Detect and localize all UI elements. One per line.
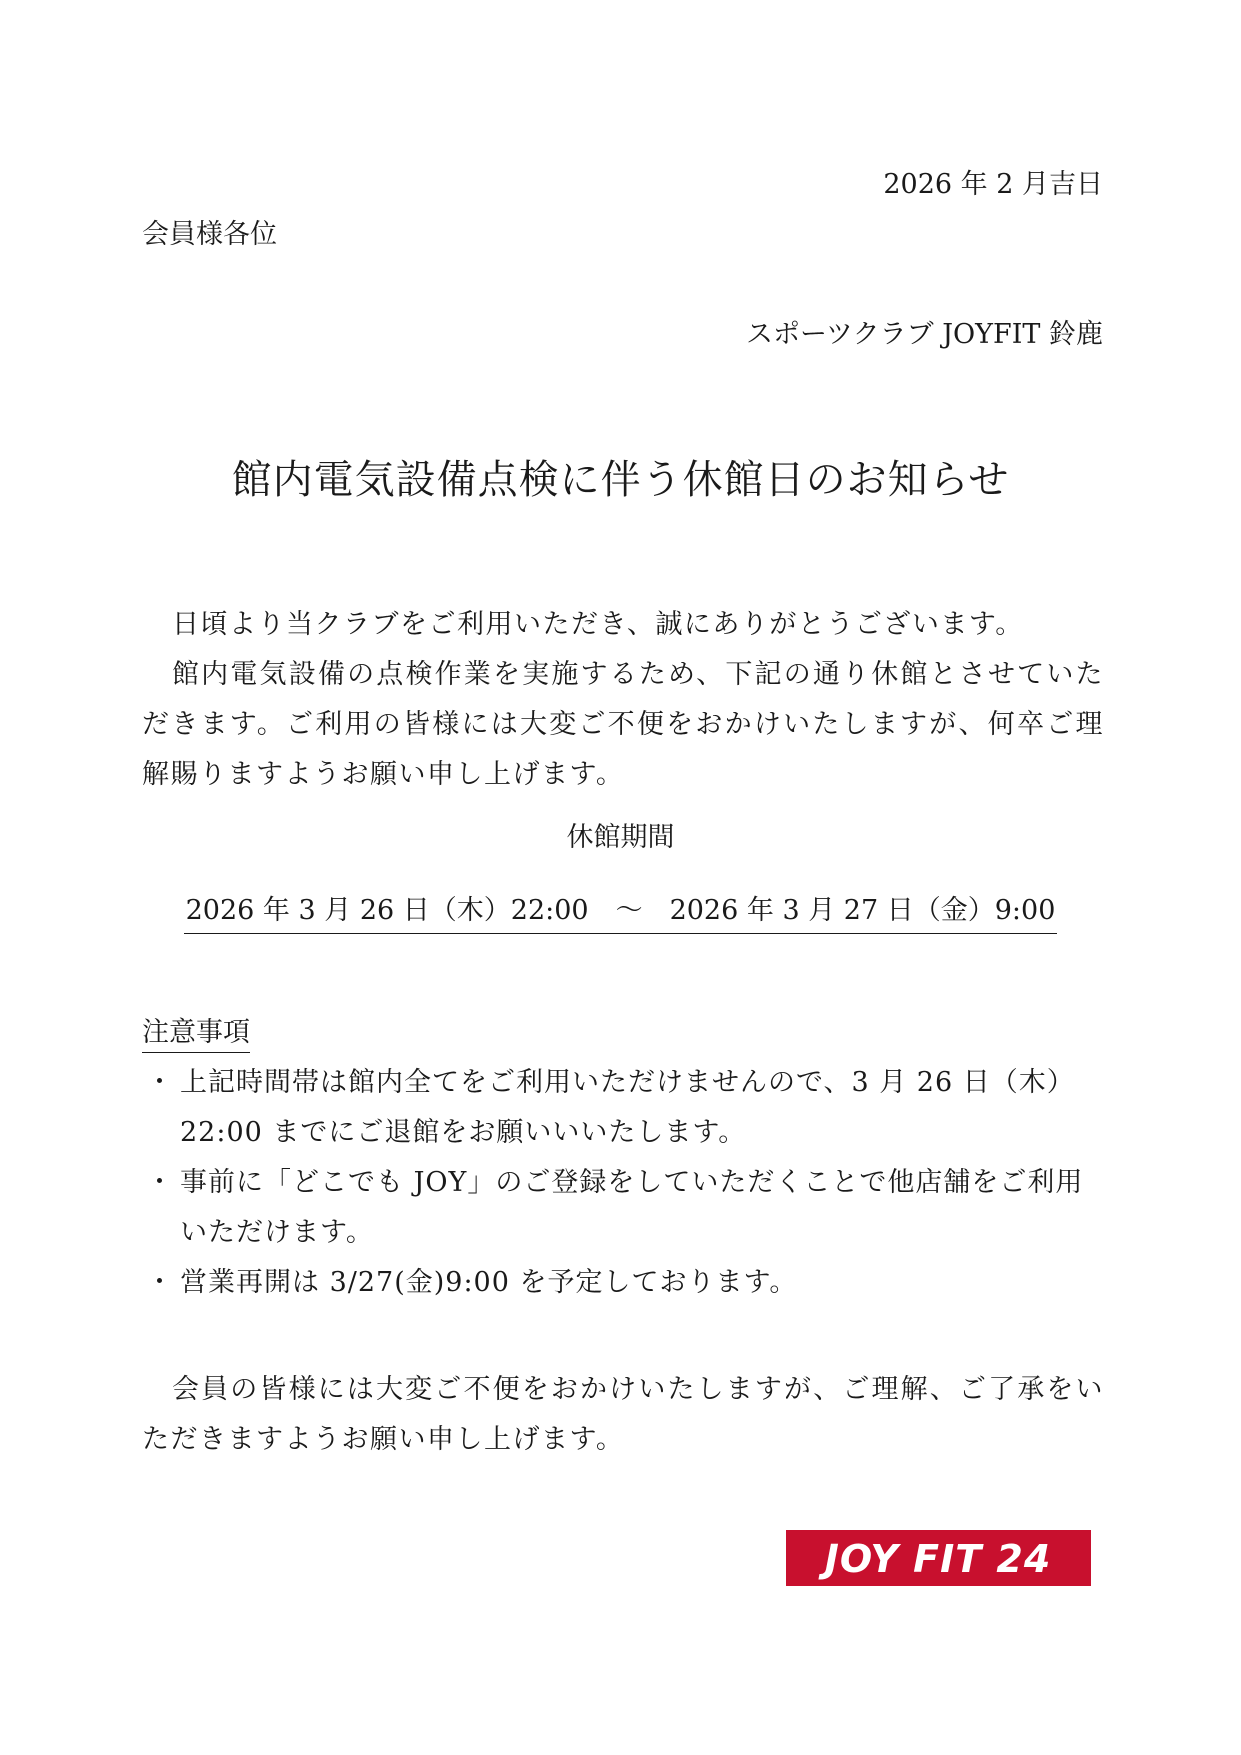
closure-period	[0, 888, 1241, 934]
notes-list	[142, 1058, 1104, 1308]
closure-period-label: 休館期間	[566, 822, 675, 853]
notice-body	[142, 600, 1104, 800]
list-item	[142, 1158, 1104, 1258]
issue-date: 2026 年 2 月吉日	[883, 169, 1103, 200]
logo-text: JOY FIT 24	[824, 1537, 1052, 1581]
note-text: 上記時間帯は館内全てをご利用いただけませんので、3 月 26 日（木）22:00 までにご退館をお願いいいたします。	[180, 1067, 1075, 1148]
bullet: ・	[146, 1167, 174, 1198]
list-item	[142, 1058, 1104, 1158]
note-text: 営業再開は 3/27(金)9:00 を予定しております。	[180, 1267, 798, 1298]
body-paragraph-1: 日頃より当クラブをご利用いただき、誠にありがとうございます。	[172, 609, 1024, 640]
closure-period-range: 2026 年 3 月 26 日（木）22:00 ～ 2026 年 3 月 27 日（金）9:00	[184, 888, 1058, 934]
bullet: ・	[146, 1267, 174, 1298]
joyfit24-logo	[786, 1530, 1091, 1586]
closing-statement	[142, 1365, 1104, 1465]
notice-title: 館内電気設備点検に伴う休館日のお知らせ	[231, 457, 1010, 503]
notes-heading	[142, 1010, 250, 1049]
recipient: 会員様各位	[142, 219, 277, 250]
list-item	[142, 1258, 1104, 1308]
body-paragraph-2: 館内電気設備の点検作業を実施するため、下記の通り休館とさせていただきます。ご利用の皆様には大変ご不便をおかけいたしますが、何卒ご理解賜りますようお願い申し上げます。	[142, 659, 1104, 790]
sender: スポーツクラブ JOYFIT 鈴鹿	[745, 319, 1103, 350]
bullet: ・	[146, 1067, 174, 1098]
closing-paragraph: 会員の皆様には大変ご不便をおかけいたしますが、ご理解、ご了承をいただきますようお願い申し上げます。	[142, 1374, 1104, 1455]
notes-heading-text: 注意事項	[142, 1017, 250, 1053]
note-text: 事前に「どこでも JOY」のご登録をしていただくことで他店舗をご利用いただけます。	[180, 1167, 1084, 1248]
